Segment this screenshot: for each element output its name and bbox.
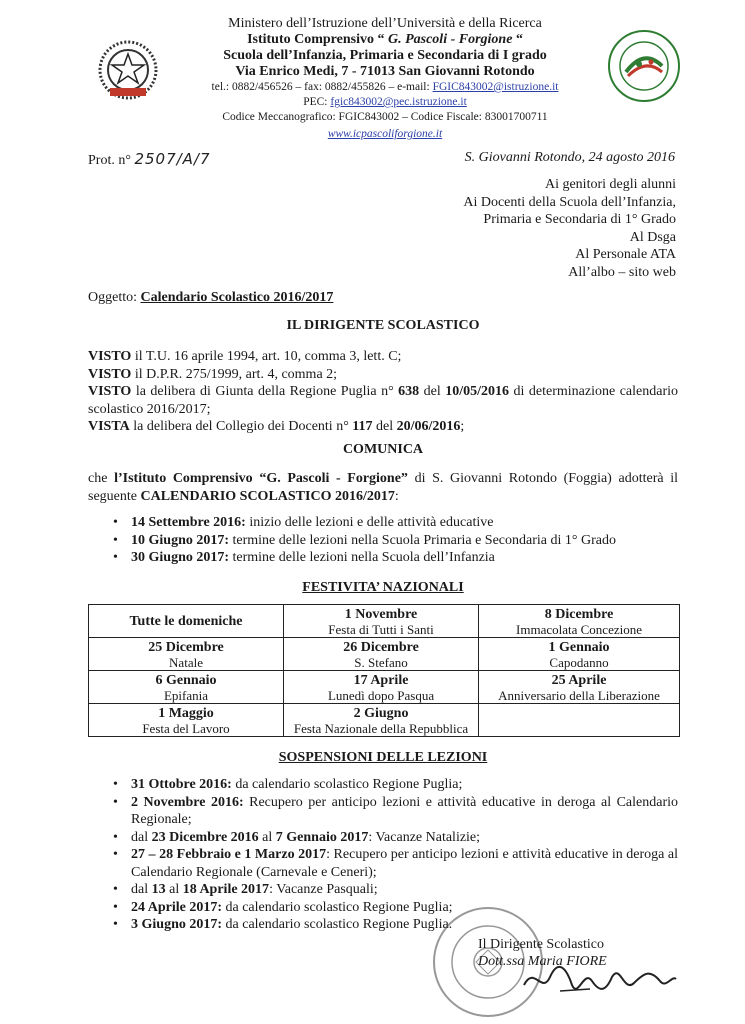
contacts: tel.: 0882/456526 – fax: 0882/455826 – e-mail: FGIC843002@istruzione.it	[211, 81, 559, 93]
recipient: Ai Docenti della Scuola dell’Infanzia,	[463, 194, 676, 210]
recipients	[360, 176, 676, 281]
letter-date: S. Giovanni Rotondo, 24 agosto 2016	[464, 150, 675, 165]
handwritten-signature-icon	[520, 955, 680, 1005]
table-row	[89, 704, 680, 737]
list-item: • 2 Novembre 2016: Recupero per anticipo lezioni e attività educative in deroga al Calendario Regionale;	[113, 794, 678, 829]
list-item: • 24 Aprile 2017: da calendario scolastico Regione Puglia;	[113, 899, 678, 917]
comunica-heading: COMUNICA	[342, 442, 424, 457]
recipient: All’albo – sito web	[568, 264, 676, 280]
table-cell: 17 Aprile Lunedì dopo Pasqua	[284, 671, 479, 704]
comunica-text: che l’Istituto Comprensivo “G. Pascoli - Forgione” di S. Giovanni Rotondo (Foggia) adotterà il seguente CALENDARIO SCOLASTICO 2016/2017:	[88, 471, 678, 504]
list-item: • 14 Settembre 2016: inizio delle lezioni e delle attività educative	[113, 514, 678, 532]
visto-item: VISTO il D.P.R. 275/1999, art. 4, comma 2;	[88, 366, 338, 382]
website-link[interactable]: www.icpascoliforgione.it	[327, 128, 443, 140]
visto-item: VISTO il T.U. 16 aprile 1994, art. 10, comma 3, lett. C;	[88, 349, 402, 364]
recipient: Al Dsga	[629, 229, 676, 245]
subject-line: Oggetto: Calendario Scolastico 2016/2017	[88, 290, 334, 305]
sospensioni-heading: SOSPENSIONI DELLE LEZIONI	[278, 750, 488, 765]
list-item: • 3 Giugno 2017: da calendario scolastico Regione Puglia.	[113, 916, 678, 934]
calendar-points	[113, 514, 678, 567]
table-cell: Tutte le domeniche	[89, 605, 284, 638]
table-cell: 2 Giugno Festa Nazionale della Repubblica	[284, 704, 479, 737]
table-row	[89, 671, 680, 704]
table-cell	[479, 704, 680, 737]
recipient: Primaria e Secondaria di 1° Grado	[483, 212, 676, 227]
table-cell: 25 Aprile Anniversario della Liberazione	[479, 671, 680, 704]
email-link[interactable]: FGIC843002@istruzione.it	[432, 81, 559, 93]
signer-role: Il Dirigente Scolastico	[478, 937, 604, 952]
list-item: • 31 Ottobre 2016: da calendario scolastico Regione Puglia;	[113, 776, 678, 794]
table-cell: 26 Dicembre S. Stefano	[284, 638, 479, 671]
recipient: Ai genitori degli alunni	[544, 177, 676, 192]
pec: PEC: fgic843002@pec.istruzione.it	[303, 96, 467, 108]
festivita-heading: FESTIVITA’ NAZIONALI	[302, 580, 464, 595]
dirigente-heading: IL DIRIGENTE SCOLASTICO	[286, 318, 480, 333]
institute-name: Istituto Comprensivo “ G. Pascoli - Forgione “	[247, 32, 523, 47]
list-item: • 27 – 28 Febbraio e 1 Marzo 2017: Recupero per anticipo lezioni e attività educative in deroga al Calendario Regionale (Carnevale e Ceneri);	[113, 846, 678, 881]
list-item: • 10 Giugno 2017: termine delle lezioni nella Scuola Primaria e Secondaria di 1° Grado	[113, 532, 678, 550]
visto-item: VISTO la delibera di Giunta della Regione Puglia n° 638 del 10/05/2016 di determinazione calendario scolastico 2016/2017;	[88, 384, 678, 417]
visto-section	[88, 348, 678, 436]
list-item: • dal 23 Dicembre 2016 al 7 Gennaio 2017: Vacanze Natalizie;	[113, 829, 678, 847]
visto-item: VISTA la delibera del Collegio dei Docenti n° 117 del 20/06/2016;	[88, 419, 465, 434]
school-address: Via Enrico Medi, 7 - 71013 San Giovanni Rotondo	[235, 64, 535, 79]
letterhead	[150, 16, 620, 142]
recipient: Al Personale ATA	[575, 247, 676, 262]
school-type: Scuola dell’Infanzia, Primaria e Secondaria di I grado	[223, 48, 547, 63]
ministry-name: Ministero dell’Istruzione dell’Università e della Ricerca	[228, 16, 542, 31]
table-cell: 1 Gennaio Capodanno	[479, 638, 680, 671]
table-row	[89, 638, 680, 671]
holidays-table	[88, 604, 680, 737]
table-cell: 6 Gennaio Epifania	[89, 671, 284, 704]
list-item: • 30 Giugno 2017: termine delle lezioni nella Scuola dell’Infanzia	[113, 549, 678, 567]
pec-link[interactable]: fgic843002@pec.istruzione.it	[330, 96, 467, 108]
table-row	[89, 605, 680, 638]
protocol-number: Prot. n° 2507/A/7	[88, 150, 211, 168]
table-cell: 1 Novembre Festa di Tutti i Santi	[284, 605, 479, 638]
table-cell: 1 Maggio Festa del Lavoro	[89, 704, 284, 737]
codes: Codice Meccanografico: FGIC843002 – Codice Fiscale: 83001700711	[222, 111, 548, 123]
signer-name: Dott.ssa Maria FIORE	[478, 954, 607, 969]
table-cell: 25 Dicembre Natale	[89, 638, 284, 671]
table-cell: 8 Dicembre Immacolata Concezione	[479, 605, 680, 638]
suspensions-list	[113, 776, 678, 934]
list-item: • dal 13 al 18 Aprile 2017: Vacanze Pasquali;	[113, 881, 678, 899]
